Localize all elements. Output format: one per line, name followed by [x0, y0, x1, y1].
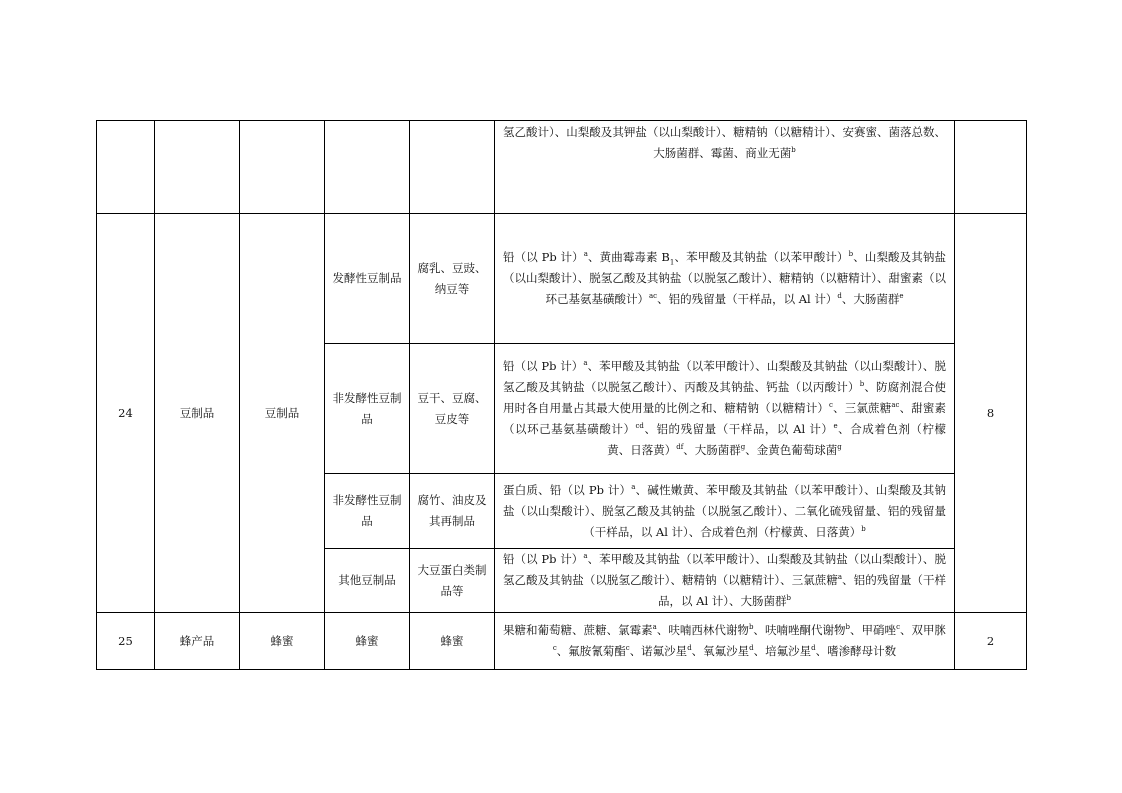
- cell-examples: 腐竹、油皮及其再制品: [410, 474, 495, 549]
- cell-empty-no: [97, 121, 155, 214]
- cell-empty-count: [955, 121, 1027, 214]
- cell-type: 蜂蜜: [325, 613, 410, 670]
- cell-subcategory: 豆制品: [240, 214, 325, 613]
- cell-empty-type: [325, 121, 410, 214]
- inspection-items-table: [96, 120, 1027, 670]
- table-row: [97, 613, 1027, 670]
- cell-test-items: 铅（以 Pb 计）$^a$、苯甲酸及其钠盐（以苯甲酸计）、山梨酸及其钠盐（以山梨酸计）、脱氢乙酸及其钠盐（以脱氢乙酸计）、糖精钠（以糖精计）、三氯蔗糖$^a$、铝的残留量（干样品，以 Al 计）、大肠菌群$^b$: [495, 549, 955, 613]
- cell-test-items: 果糖和葡萄糖、蔗糖、氯霉素$^a$、呋喃西林代谢物$^b$、呋喃唑酮代谢物$^b$、甲硝唑$^c$、双甲脒$^c$、氟胺氰菊酯$^c$、诺氟沙星$^d$、氧氟沙星$^d$、培氟沙星$^d$、嗜渗酵母计数: [495, 613, 955, 670]
- cell-empty-examples: [410, 121, 495, 214]
- cell-empty-category: [155, 121, 240, 214]
- cell-count: 8: [955, 214, 1027, 613]
- cell-category: 蜂产品: [155, 613, 240, 670]
- cell-count: 2: [955, 613, 1027, 670]
- cell-test-items: 蛋白质、铅（以 Pb 计）$^a$、碱性嫩黄、苯甲酸及其钠盐（以苯甲酸计）、山梨酸及其钠盐（以山梨酸计）、脱氢乙酸及其钠盐（以脱氢乙酸计）、二氧化硫残留量、铝的残留量（干样品，以 Al 计）、合成着色剂（柠檬黄、日落黄）$^b$: [495, 474, 955, 549]
- cell-examples: 腐乳、豆豉、纳豆等: [410, 214, 495, 344]
- cell-examples: 豆干、豆腐、豆皮等: [410, 344, 495, 474]
- table-row: [97, 214, 1027, 344]
- cell-subcategory: 蜂蜜: [240, 613, 325, 670]
- cell-row-number: 24: [97, 214, 155, 613]
- cell-continued-items: 氢乙酸计）、山梨酸及其钾盐（以山梨酸计）、糖精钠（以糖精计）、安赛蜜、菌落总数、大肠菌群、霉菌、商业无菌$^b$: [495, 121, 955, 214]
- table-row-continued: [97, 121, 1027, 214]
- cell-examples: 大豆蛋白类制品等: [410, 549, 495, 613]
- cell-empty-subcategory: [240, 121, 325, 214]
- cell-test-items: 铅（以 Pb 计）$^a$、黄曲霉毒素 $B_1$、苯甲酸及其钠盐（以苯甲酸计）$^b$、山梨酸及其钠盐（以山梨酸计）、脱氢乙酸及其钠盐（以脱氢乙酸计）、糖精钠（以糖精计）、甜蜜素（以环己基氨基磺酸计）$^{ac}$、铝的残留量（干样品，以 Al 计）$^d$、大肠菌群$^e$: [495, 214, 955, 344]
- cell-type: 非发酵性豆制品: [325, 344, 410, 474]
- cell-category: 豆制品: [155, 214, 240, 613]
- cell-type: 非发酵性豆制品: [325, 474, 410, 549]
- cell-type: 发酵性豆制品: [325, 214, 410, 344]
- cell-type: 其他豆制品: [325, 549, 410, 613]
- cell-examples: 蜂蜜: [410, 613, 495, 670]
- cell-row-number: 25: [97, 613, 155, 670]
- cell-test-items: 铅（以 Pb 计）$^a$、苯甲酸及其钠盐（以苯甲酸计）、山梨酸及其钠盐（以山梨酸计）、脱氢乙酸及其钠盐（以脱氢乙酸计）、丙酸及其钠盐、钙盐（以丙酸计）$^b$、防腐剂混合使用时各自用量占其最大使用量的比例之和、糖精钠（以糖精计）$^c$、三氯蔗糖$^{ac}$、甜蜜素（以环己基氨基磺酸计）$^{cd}$、铝的残留量（干样品，以 Al 计）$^e$、合成着色剂（柠檬黄、日落黄）$^{df}$、大肠菌群$^g$、金黄色葡萄球菌$^g$: [495, 344, 955, 474]
